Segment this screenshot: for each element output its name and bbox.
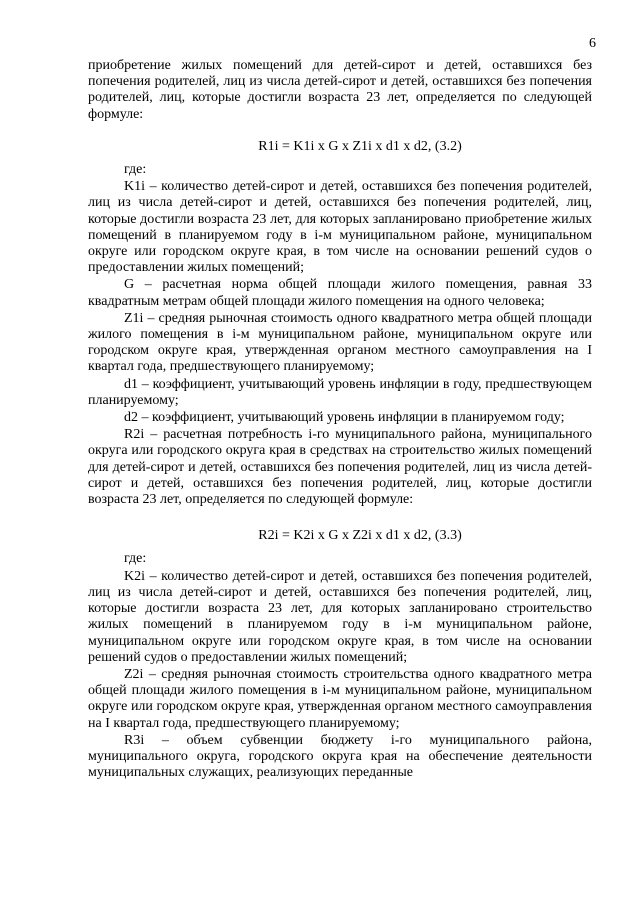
where-label-2: где: xyxy=(124,551,147,567)
definition-z2i: Z2i – средняя рыночная стоимость строительства одного квадратного метра общей площади жилого помещения в i-м муниципальном районе, муниципальном округе или городском округе края, утвержденная органом местного самоуправления на I квартал года, предшествующего планируемому; xyxy=(88,666,592,731)
definition-r2i: R2i – расчетная потребность i-го муниципального района, муниципального округа или городского округа края в средствах на строительство жилых помещений для детей-сирот и детей, оставшихся без попечения родителей, лиц из числа детей-сирот и детей, оставшихся без попечения родителей, лиц, которые достигли возраста 23 лет, определяется по следующей формуле: xyxy=(88,427,592,508)
definition-z1i: Z1i – средняя рыночная стоимость одного квадратного метра общей площади жилого помещения в i-м муниципальном районе, муниципальном округе или городском округе края, утвержденная органом местного самоуправления на I квартал года, предшествующего планируемому; xyxy=(88,310,592,375)
formula-3-3: R2i = K2i x G x Z2i x d1 x d2, (3.3) xyxy=(258,528,462,544)
definition-k2i: K2i – количество детей-сирот и детей, оставшихся без попечения родителей, лиц из числа детей-сирот и детей, оставшихся без попечения родителей, лиц, которые достигли возраста 23 лет, для которых запланировано строительство жилых помещений в планируемом году в i-м муниципальном районе, муниципальном округе или городском округе края, в том числе на основании решений судов о предоставлении жилых помещений; xyxy=(88,568,592,665)
definition-g: G – расчетная норма общей площади жилого помещения, равная 33 квадратным метрам общей площади жилого помещения на одного человека; xyxy=(88,277,592,309)
definition-d1: d1 – коэффициент, учитывающий уровень инфляции в году, предшествующем планируемому; xyxy=(88,376,592,408)
page-number: 6 xyxy=(589,36,596,51)
formula-3-2: R1i = K1i x G x Z1i x d1 x d2, (3.2) xyxy=(258,138,462,154)
definition-k1i: K1i – количество детей-сирот и детей, оставшихся без попечения родителей, лиц из числа детей-сирот и детей, оставшихся без попечения родителей, лиц, которые достигли возраста 23 лет, для которых запланировано приобретение жилых помещений в планируемом году в i-м муниципальном районе, муниципальном округе или городском округе края, в том числе на основании решений судов о предоставлении жилых помещений; xyxy=(88,179,592,276)
document-body xyxy=(88,58,592,781)
definition-d2: d2 – коэффициент, учитывающий уровень инфляции в планируемом году; xyxy=(124,410,565,426)
definition-r3i: R3i – объем субвенции бюджету i-го муниципального района, муниципального округа, городского округа края на обеспечение деятельности муниципальных служащих, реализующих переданные xyxy=(88,732,592,781)
where-label: где: xyxy=(124,162,147,178)
paragraph-intro: приобретение жилых помещений для детей-сирот и детей, оставшихся без попечения родителей, лиц из числа детей-сирот и детей, оставшихся без попечения родителей, лиц, которые достигли возраста 23 лет, определяется по следующей формуле: xyxy=(88,58,592,122)
